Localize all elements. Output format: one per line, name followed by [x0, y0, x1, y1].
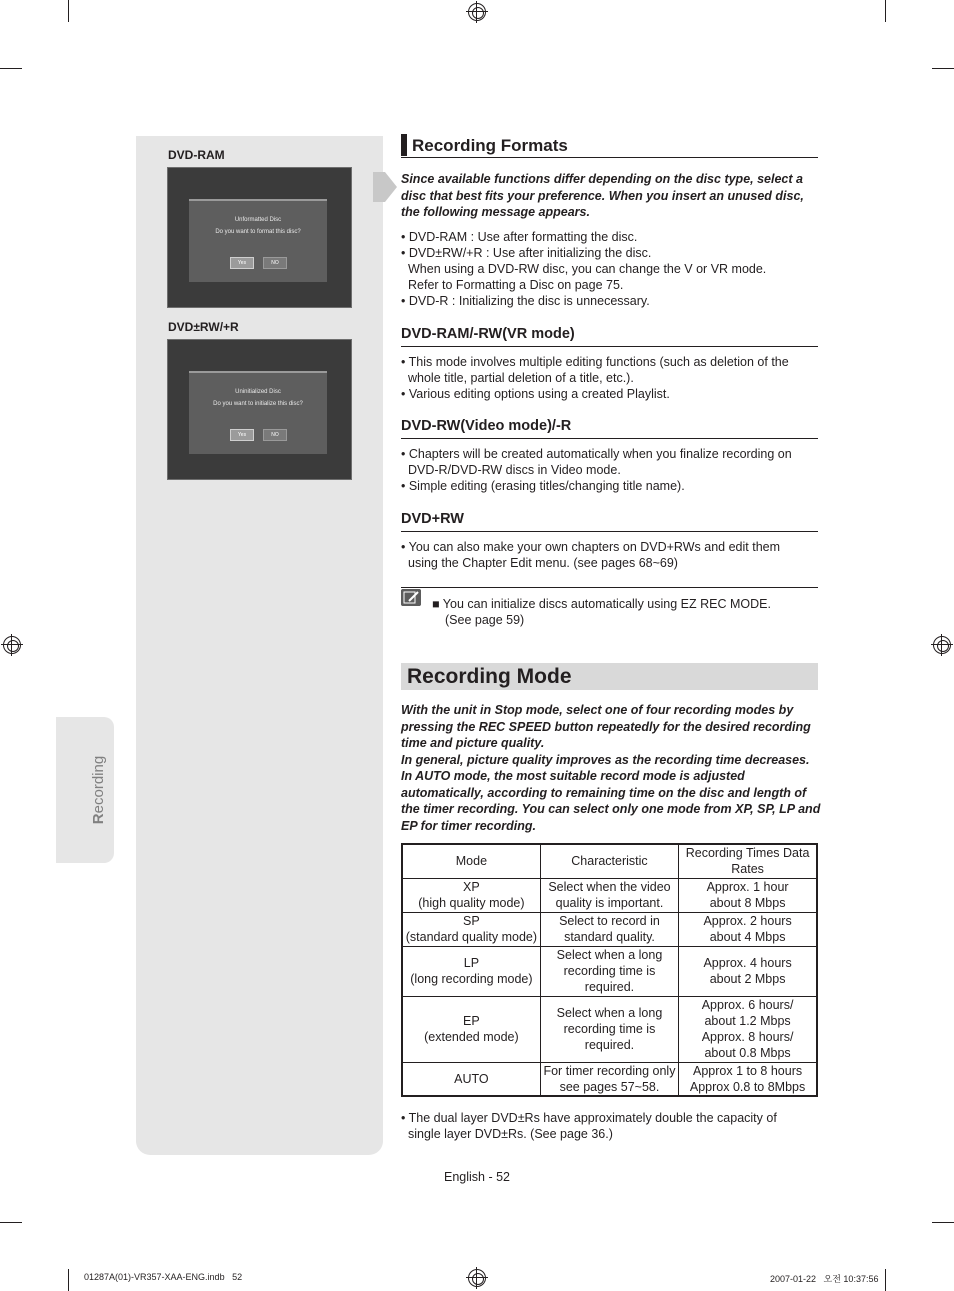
crop-mark — [68, 0, 69, 22]
crop-mark — [68, 1269, 69, 1291]
table-row — [402, 1062, 817, 1096]
table-header: Recording Times Data Rates — [679, 844, 817, 878]
table-row — [402, 946, 817, 996]
table-cell: LP (long recording mode) — [402, 946, 540, 996]
list-item: • DVD-R : Initializing the disc is unnecessary. — [401, 294, 650, 308]
table-cell: SP (standard quality mode) — [402, 912, 540, 946]
table-cell: XP (high quality mode) — [402, 878, 540, 912]
list-item: • This mode involves multiple editing functions (such as deletion of the whole title, partial deletion of a title, etc.). — [401, 355, 789, 385]
table-cell: Approx 1 to 8 hours Approx 0.8 to 8Mbps — [679, 1062, 817, 1096]
table-cell: Select when a long recording time is required. — [540, 946, 678, 996]
registration-mark-icon — [468, 1269, 486, 1287]
table-cell: For timer recording only see pages 57~58. — [540, 1062, 678, 1096]
no-button[interactable]: NO — [263, 429, 287, 441]
format-dialog — [189, 199, 327, 282]
table-cell: Select to record in standard quality. — [540, 912, 678, 946]
table-cell: Select when a long recording time is required. — [540, 996, 678, 1062]
list-item: • Simple editing (erasing titles/changing title name). — [401, 479, 685, 493]
table-header: Characteristic — [540, 844, 678, 878]
list-item: • The dual layer DVD±Rs have approximately double the capacity of single layer DVD±Rs. (See page 36.) — [401, 1111, 777, 1141]
dvd-ram-screen — [167, 167, 352, 308]
list-item: • You can also make your own chapters on DVD+RWs and edit them using the Chapter Edit menu. (see pages 68~69) — [401, 540, 781, 570]
dialog-title: Unformatted Disc — [234, 217, 282, 223]
print-date-info: 2007-01-22 오전 10:37:56 — [770, 1274, 879, 1284]
page-number: English - 52 — [443, 1170, 510, 1184]
crop-mark — [0, 1222, 22, 1223]
list-item: • DVD-RAM : Use after formatting the disc. — [401, 230, 638, 244]
table-header-row — [402, 844, 817, 878]
crop-mark — [885, 0, 886, 22]
table-row — [402, 878, 817, 912]
mode-intro: With the unit in Stop mode, select one of four recording modes by pressing the REC SPEED button repeatedly for the desired recording time and picture quality. In general, picture quality improves as the recording time decreases. In AUTO mode, the most suitable record mode is adjusted automatically, according to remaining time on the disc and length of the timer recording. You can select only one mode from XP, SP, LP and EP for timer recording. — [401, 703, 821, 833]
crop-mark — [885, 1269, 886, 1291]
crop-mark — [0, 68, 22, 69]
dvd-rw-screen — [167, 339, 352, 480]
table-cell: EP (extended mode) — [402, 996, 540, 1062]
crop-mark — [932, 68, 954, 69]
list-item: • Chapters will be created automatically when you finalize recording on DVD-R/DVD-RW discs in Video mode. — [401, 447, 792, 477]
table-header: Mode — [402, 844, 540, 878]
no-button[interactable]: NO — [263, 257, 287, 269]
list-item: • DVD±RW/+R : Use after initializing the disc. When using a DVD-RW disc, you can change the V or VR mode. Refer to Formatting a Disc on page 75. — [401, 246, 767, 292]
table-cell: Approx. 6 hours/ about 1.2 Mbps Approx. 8 hours/ about 0.8 Mbps — [679, 996, 817, 1062]
side-tab — [56, 717, 114, 863]
crop-mark — [932, 1222, 954, 1223]
recording-mode-table — [401, 843, 818, 1097]
note-pencil-icon — [401, 589, 421, 606]
vr-mode-heading: DVD-RAM/-RW(VR mode) — [401, 326, 818, 347]
registration-mark-icon — [933, 636, 951, 654]
formats-bullet-list — [401, 229, 821, 309]
table-cell: Select when the video quality is important. — [540, 878, 678, 912]
dvd-rw-label: DVD±RW/+R — [168, 320, 239, 334]
registration-mark-icon — [3, 636, 21, 654]
table-cell: Approx. 4 hours about 2 Mbps — [679, 946, 817, 996]
table-cell: AUTO — [402, 1062, 540, 1096]
vr-mode-bullet-list — [401, 354, 821, 402]
recording-mode-heading: Recording Mode — [401, 663, 818, 690]
recording-formats-heading: Recording Formats — [401, 134, 818, 158]
yes-button[interactable]: Yes — [230, 257, 254, 269]
note-divider — [401, 587, 818, 588]
yes-button[interactable]: Yes — [230, 429, 254, 441]
dvd-plus-rw-bullet-list — [401, 539, 821, 571]
table-cell: Approx. 1 hour about 8 Mbps — [679, 878, 817, 912]
side-tab-label: Recording — [90, 755, 107, 825]
dialog-title: Uninitialized Disc — [235, 389, 281, 395]
table-row — [402, 912, 817, 946]
formats-intro: Since available functions differ depending on the disc type, select a disc that best fits your preference. When you insert an unused disc, the following message appears. — [401, 172, 804, 219]
registration-mark-icon — [468, 3, 486, 21]
dialog-message: Do you want to initialize this disc? — [213, 401, 303, 407]
print-file-info: 01287A(01)-VR357-XAA-ENG.indb 52 — [84, 1272, 243, 1282]
note-text: ■ You can initialize discs automatically using EZ REC MODE. (See page 59) — [432, 597, 771, 627]
dialog-message: Do you want to format this disc? — [215, 229, 301, 235]
table-row — [402, 996, 817, 1062]
dvd-plus-rw-heading: DVD+RW — [401, 511, 818, 532]
table-cell: Approx. 2 hours about 4 Mbps — [679, 912, 817, 946]
video-mode-heading: DVD-RW(Video mode)/-R — [401, 418, 818, 439]
pointer-arrow-icon — [373, 168, 397, 206]
dvd-ram-label: DVD-RAM — [168, 148, 225, 162]
dual-layer-note — [401, 1110, 821, 1142]
initialize-dialog — [189, 371, 327, 454]
video-mode-bullet-list — [401, 446, 821, 494]
list-item: • Various editing options using a created Playlist. — [401, 387, 670, 401]
